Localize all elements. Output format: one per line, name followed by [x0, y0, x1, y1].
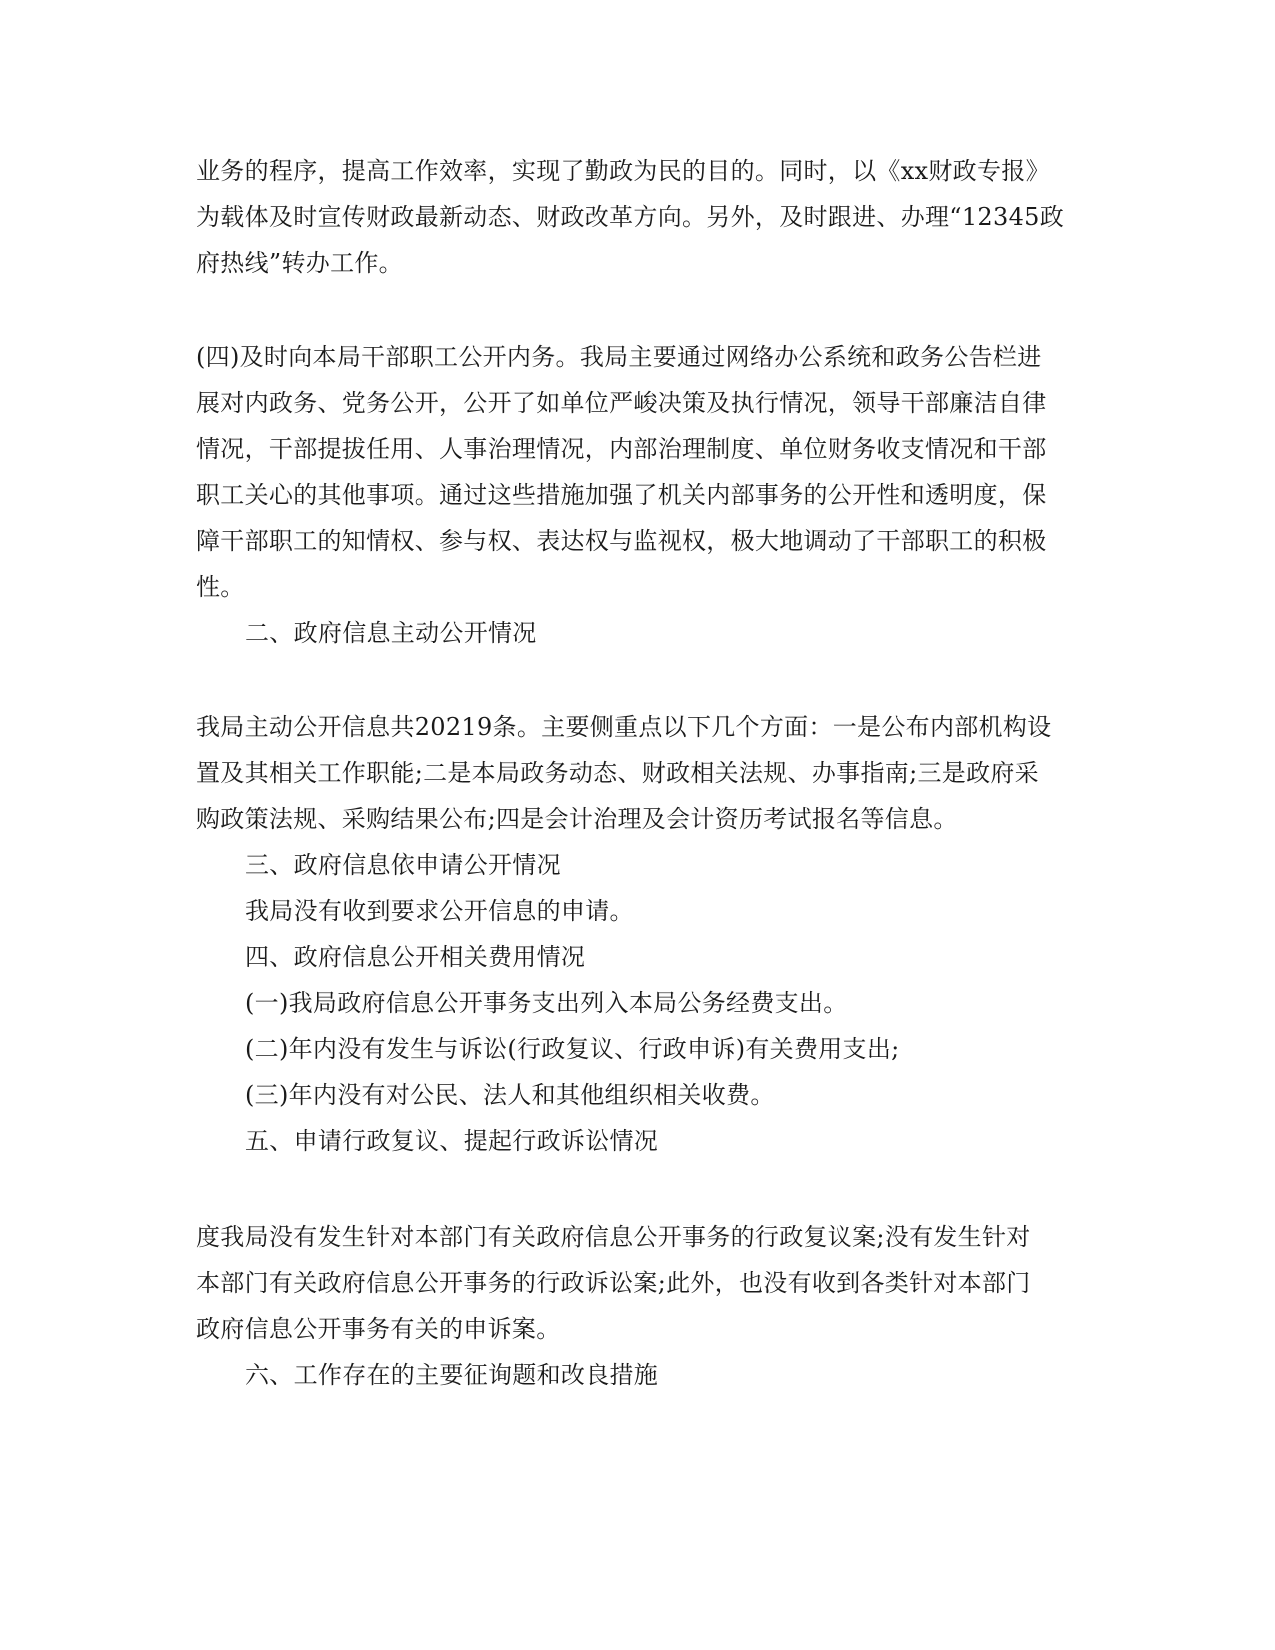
text-line: (三)年内没有对公民、法人和其他组织相关收费。 [245, 1081, 775, 1109]
section-heading: 六、工作存在的主要征询题和改良措施 [245, 1361, 659, 1389]
text-line: 我局没有收到要求公开信息的申请。 [245, 897, 634, 925]
text-line: 置及其相关工作职能;二是本局政务动态、财政相关法规、办事指南;三是政府采 [196, 759, 1039, 787]
section-heading: 二、政府信息主动公开情况 [245, 619, 537, 647]
section-heading: 五、申请行政复议、提起行政诉讼情况 [245, 1127, 659, 1155]
text-line: 业务的程序，提高工作效率，实现了勤政为民的目的。同时，以《xx财政专报》 [196, 157, 1050, 185]
text-line: (一)我局政府信息公开事务支出列入本局公务经费支出。 [245, 989, 848, 1017]
section-heading: 三、政府信息依申请公开情况 [245, 851, 561, 879]
text-line: (四)及时向本局干部职工公开内务。我局主要通过网络办公系统和政务公告栏进 [196, 343, 1042, 371]
text-line: 情况，干部提拔任用、人事治理情况，内部治理制度、单位财务收支情况和干部 [196, 435, 1047, 463]
text-line: 性。 [196, 573, 245, 601]
section-heading: 四、政府信息公开相关费用情况 [245, 943, 586, 971]
text-line: 展对内政务、党务公开，公开了如单位严峻决策及执行情况，领导干部廉洁自律 [196, 389, 1047, 417]
text-line: 度我局没有发生针对本部门有关政府信息公开事务的行政复议案;没有发生针对 [196, 1223, 1031, 1251]
text-line: 我局主动公开信息共20219条。主要侧重点以下几个方面：一是公布内部机构设 [196, 713, 1052, 741]
text-line: (二)年内没有发生与诉讼(行政复议、行政申诉)有关费用支出; [245, 1035, 900, 1063]
text-line: 职工关心的其他事项。通过这些措施加强了机关内部事务的公开性和透明度，保 [196, 481, 1047, 509]
text-line: 府热线”转办工作。 [196, 249, 403, 277]
text-line: 为载体及时宣传财政最新动态、财政改革方向。另外，及时跟进、办理“12345政 [196, 203, 1065, 231]
text-line: 购政策法规、采购结果公布;四是会计治理及会计资历考试报名等信息。 [196, 805, 958, 833]
text-line: 障干部职工的知情权、参与权、表达权与监视权，极大地调动了干部职工的积极 [196, 527, 1047, 555]
text-line: 政府信息公开事务有关的申诉案。 [196, 1315, 561, 1343]
text-line: 本部门有关政府信息公开事务的行政诉讼案;此外，也没有收到各类针对本部门 [196, 1269, 1031, 1297]
